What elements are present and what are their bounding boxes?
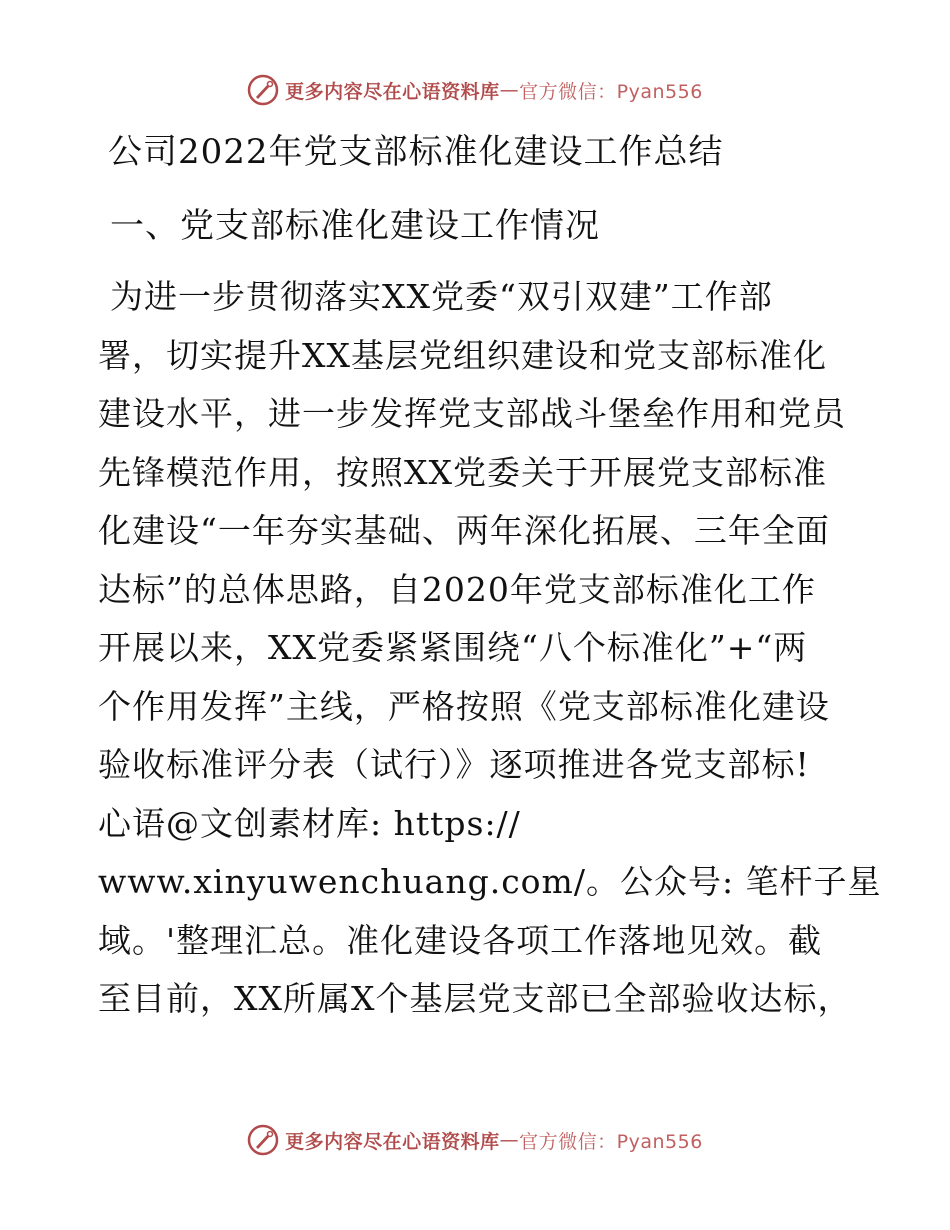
paragraph-line: 达标”的总体思路，自2020年党支部标准化工作 [98, 569, 816, 609]
paragraph-line: 化建设“一年夯实基础、两年深化拓展、三年全面 [98, 511, 830, 550]
quill-pen-logo-icon [247, 1124, 279, 1156]
section-heading: 一、党支部标准化建设工作情况 [110, 206, 600, 246]
paragraph-line: 开展以来，XX党委紧紧围绕“八个标准化”+“两 [98, 628, 808, 667]
paragraph-line: 署，切实提升XX基层党组织建设和党支部标准化 [98, 335, 827, 375]
paragraph-line: 域。'整理汇总。准化建设各项工作落地见效。截 [98, 920, 823, 960]
body-paragraph [98, 268, 882, 1029]
paragraph-line: 至目前，XX所属X个基层党支部已全部验收达标， [98, 979, 852, 1018]
paragraph-line: 为进一步贯彻落实XX党委“双引双建”工作部 [110, 277, 773, 316]
paragraph-line: 建设水平，进一步发挥党支部战斗堡垒作用和党员 [98, 394, 846, 433]
paragraph-line: 个作用发挥”主线，严格按照《党支部标准化建设 [98, 686, 830, 726]
paragraph-line: 先锋模范作用，按照XX党委关于开展党支部标准 [98, 452, 827, 492]
footer-watermark [0, 1124, 950, 1156]
document-title: 公司2022年党支部标准化建设工作总结 [108, 132, 724, 172]
watermark-brand-text: 更多内容尽在心语资料库 [285, 80, 500, 103]
watermark-dash: — [499, 79, 520, 101]
header-watermark [0, 74, 950, 106]
watermark-dash: — [499, 1129, 520, 1151]
paragraph-line: www.xinyuwenchuang.com/。公众号: 笔杆子星 [98, 862, 882, 901]
watermark-wechat-text: 官方微信：Pyan556 [519, 80, 703, 103]
quill-pen-logo-icon [247, 74, 279, 106]
watermark-brand-text: 更多内容尽在心语资料库 [285, 1130, 500, 1153]
watermark-wechat-text: 官方微信：Pyan556 [519, 1130, 703, 1153]
paragraph-line: 心语@文创素材库: https:// [98, 803, 521, 843]
paragraph-line: 验收标准评分表（试行）》逐项推进各党支部标! [98, 745, 810, 784]
